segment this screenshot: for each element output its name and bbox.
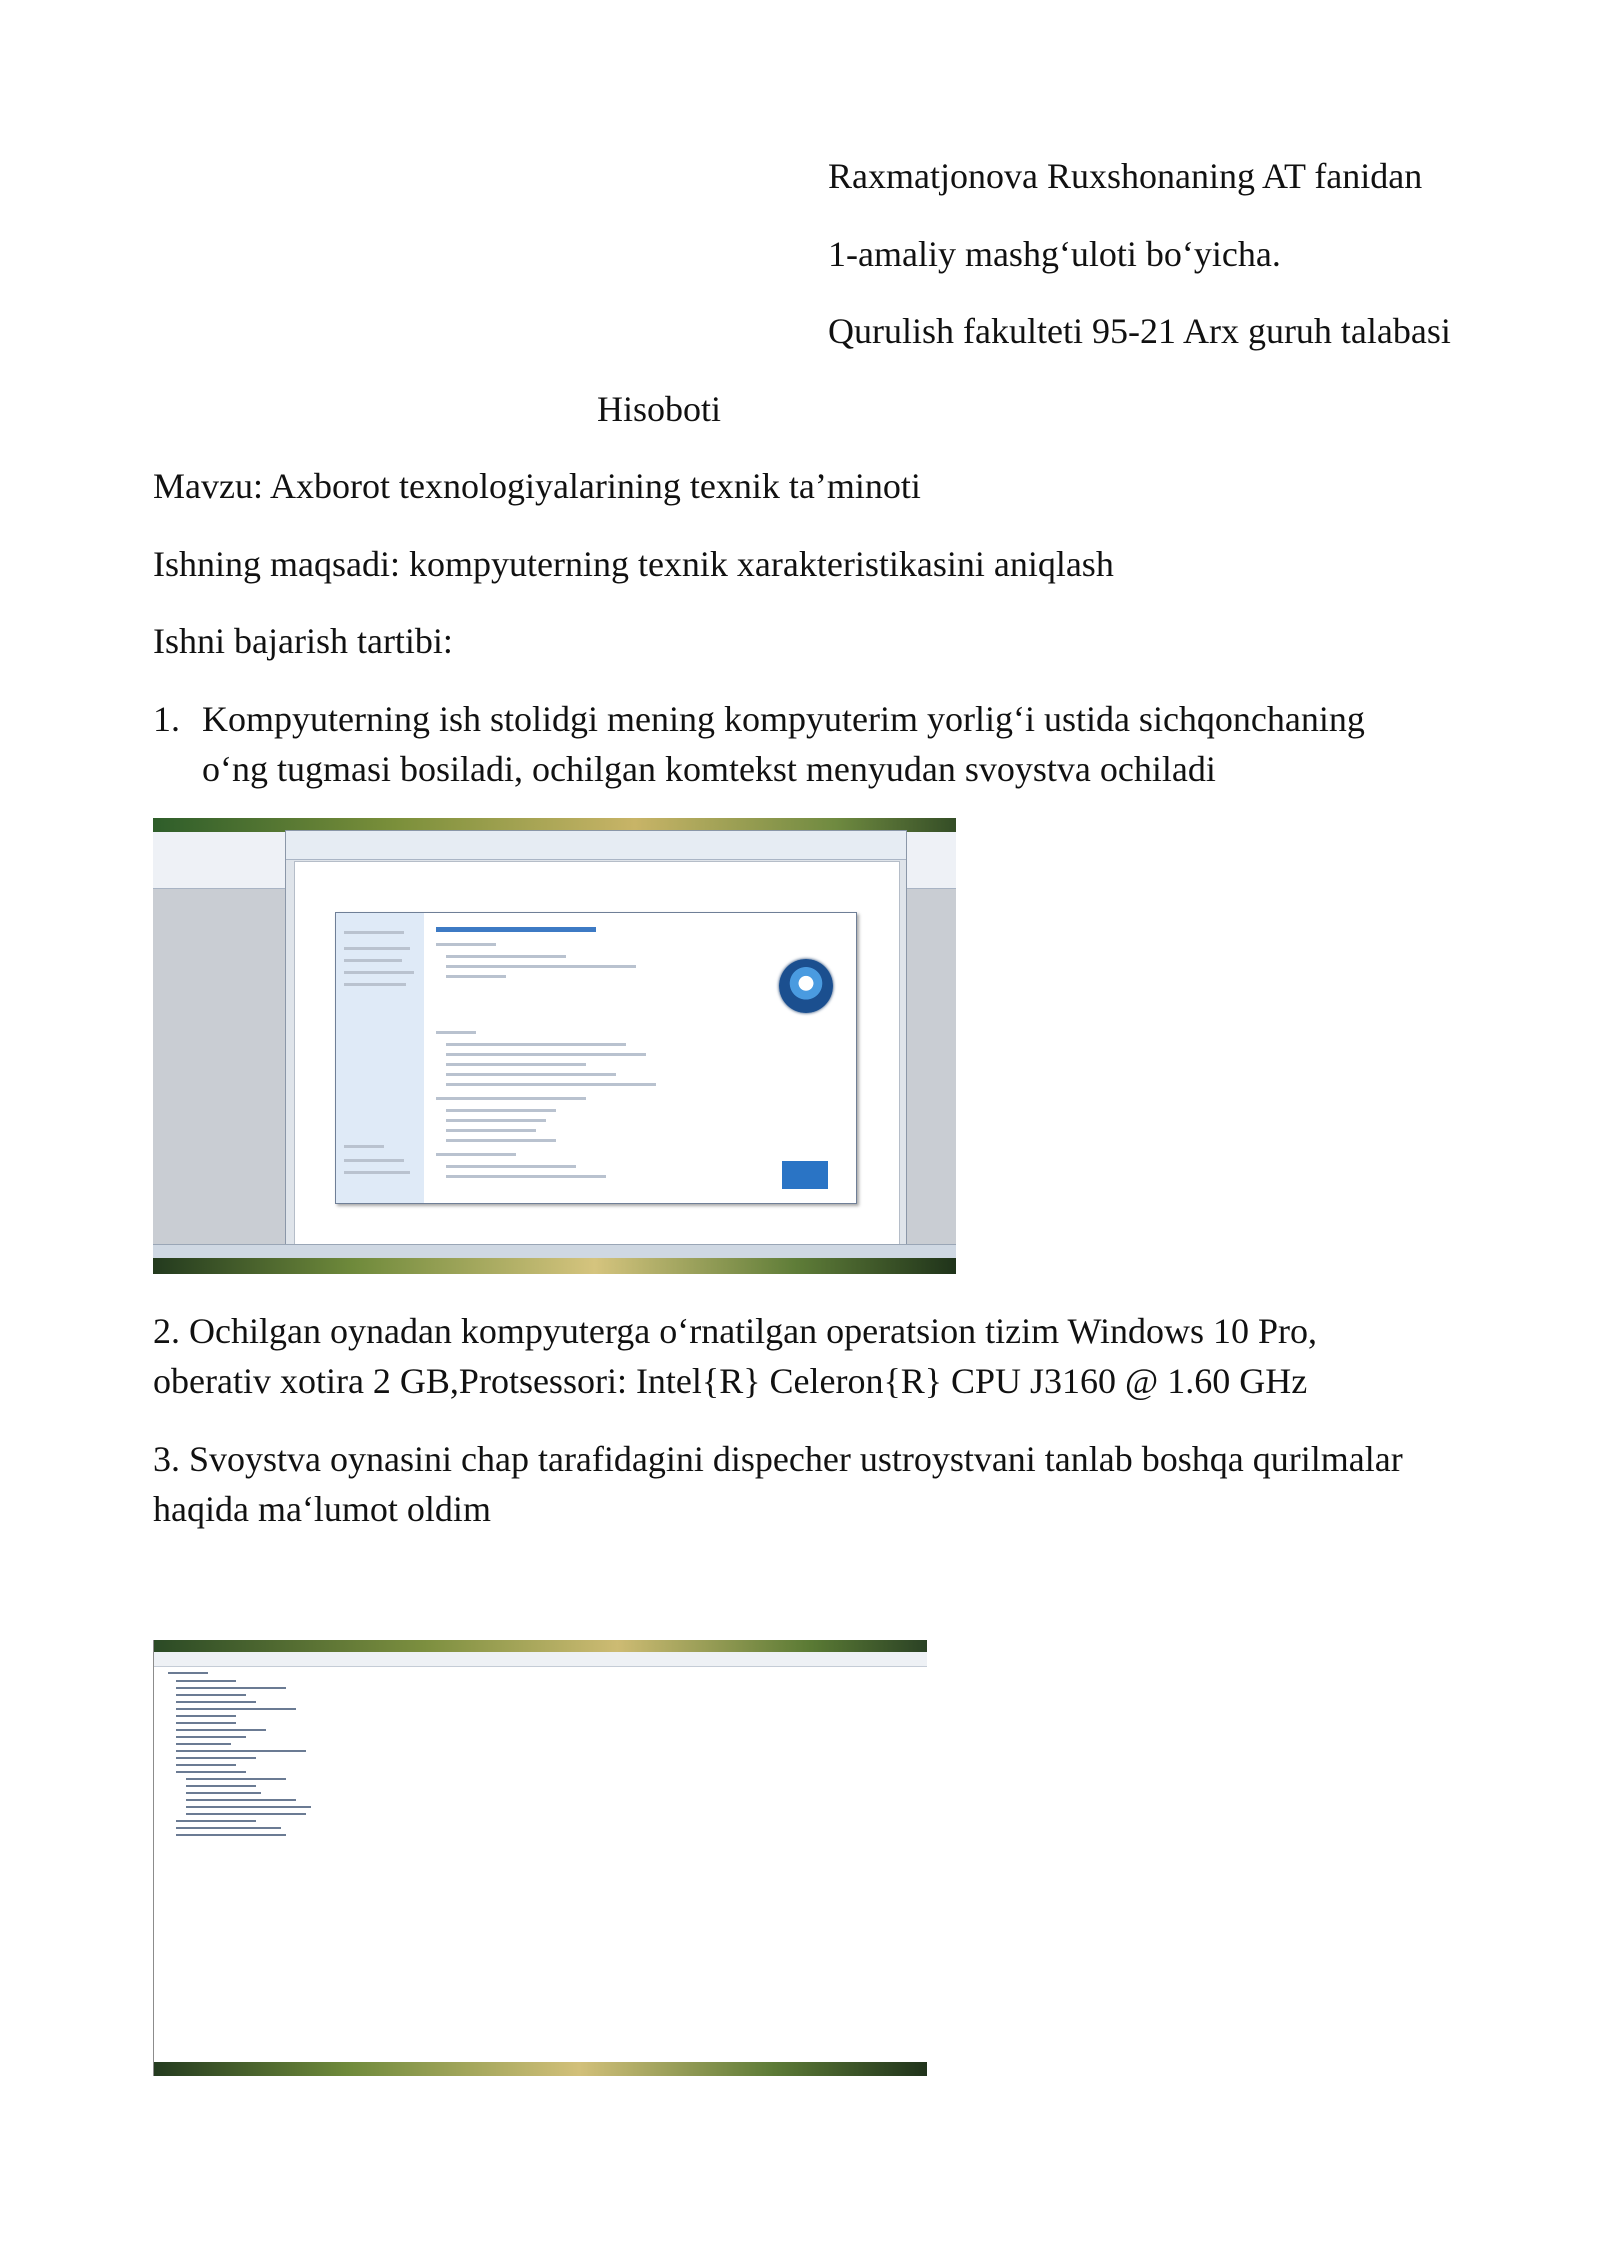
procedure-label: Ishni bajarish tartibi: (153, 621, 453, 661)
genuine-microsoft-badge (782, 1161, 828, 1189)
paint-canvas (294, 861, 900, 1245)
step-2-line-1: 2. Ochilgan oynadan kompyuterga o‘rnatilgan operatsion tizim Windows 10 Pro, (153, 1311, 1318, 1351)
system-window-heading (436, 927, 596, 932)
windows-logo-icon (779, 959, 833, 1013)
system-sidebar (336, 913, 424, 1203)
paint-toolbar (286, 831, 906, 860)
taskbar (154, 2062, 927, 2076)
goal: Ishning maqsadi: kompyuterning texnik xarakteristikasini aniqlash (153, 544, 1114, 584)
step-1-line-1: Kompyuterning ish stolidgi mening kompyuterim yorlig‘i ustida sichqonchaning (202, 699, 1365, 739)
header-line-1: Raxmatjonova Ruxshonaning AT fanidan (828, 156, 1423, 196)
step-2-line-2: oberativ xotira 2 GB,Protsessori: Intel{R} Celeron{R} CPU J3160 @ 1.60 GHz (153, 1361, 1308, 1401)
header-line-3: Qurulish fakulteti 95-21 Arx guruh talabasi (828, 311, 1451, 351)
topic: Mavzu: Axborot texnologiyalarining texnik ta’minoti (153, 466, 921, 506)
header-line-2: 1-amaliy mashg‘uloti bo‘yicha. (828, 234, 1281, 274)
word-status-bar (153, 1244, 956, 1259)
system-properties-screenshot (153, 818, 956, 1274)
taskbar (153, 1258, 956, 1274)
step-1-line-2: o‘ng tugmasi bosiladi, ochilgan komtekst menyudan svoystva ochiladi (202, 749, 1216, 789)
paint-window (285, 830, 907, 1252)
step-3-line-1: 3. Svoystva oynasini chap tarafidagini dispecher ustroystvani tanlab boshqa qurilmalar (153, 1439, 1403, 1479)
step-1-number: 1. (153, 699, 180, 739)
step-3-line-2: haqida ma‘lumot oldim (153, 1489, 491, 1529)
device-manager-menu (154, 1652, 927, 1667)
document-title: Hisoboti (597, 389, 722, 429)
desktop-strip (154, 1640, 927, 1652)
system-info-window (335, 912, 857, 1204)
device-manager-screenshot (153, 1640, 927, 2076)
